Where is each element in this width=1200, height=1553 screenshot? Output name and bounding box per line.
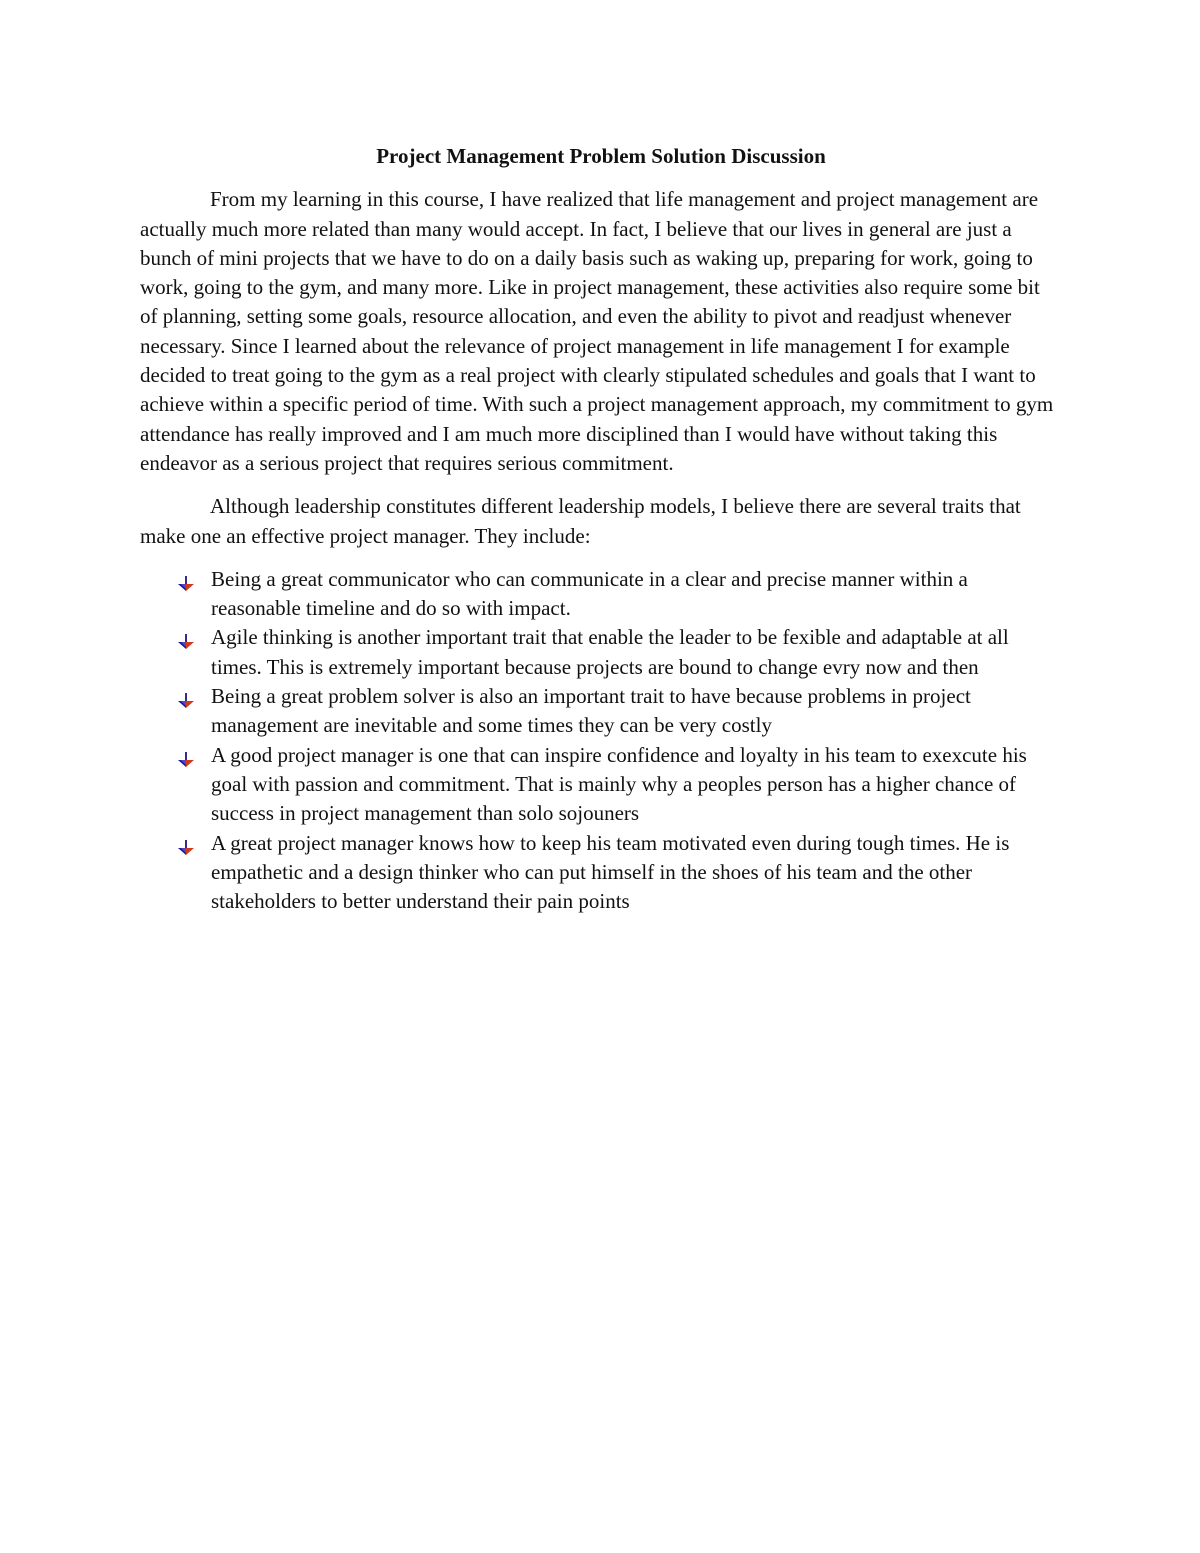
arrow-down-icon [178,835,194,851]
arrow-down-icon [178,629,194,645]
list-item-text: A good project manager is one that can inspire confidence and loyalty in his team to exexcute his goal with passion and commitment. That is mainly why a peoples person has a higher chance of success in project management than solo sojouners [211,742,1027,826]
arrow-down-icon [178,747,194,763]
list-item-text: Being a great communicator who can communicate in a clear and precise manner within a reasonable timeline and do so with impact. [211,566,968,621]
list-item [140,682,1062,741]
list-item [140,623,1062,682]
traits-list [140,565,1062,917]
paragraph-traits-intro: Although leadership constitutes different leadership models, I believe there are several traits that make one an effective project manager. They include: [140,494,1021,548]
list-item-text: Agile thinking is another important trait that enable the leader to be fexible and adaptable at all times. This is extremely important because projects are bound to change evry now and then [211,625,1009,679]
list-item-text: A great project manager knows how to keep his team motivated even during tough times. He is empathetic and a design thinker who can put himself in the shoes of his team and the other stakeholders to better understand their pain points [211,830,1010,914]
document-body [140,142,1062,916]
list-item [140,829,1062,917]
list-item-text: Being a great problem solver is also an important trait to have because problems in project management are inevitable and some times they can be very costly [211,684,971,738]
list-item [140,741,1062,829]
arrow-down-icon [178,571,194,587]
list-item [140,565,1062,624]
arrow-down-icon [178,688,194,704]
page-title: Project Management Problem Solution Discussion [376,144,826,168]
paragraph-intro: From my learning in this course, I have realized that life management and project management are actually much more related than many would accept. In fact, I believe that our lives in general are just a bunch of mini projects that we have to do on a daily basis such as waking up, preparing for work, going to work, going to the gym, and many more. Like in project management, these activities also require some bit of planning, setting some goals, resource allocation, and even the ability to pivot and readjust whenever necessary. Since I learned about the relevance of project management in life management I for example decided to treat going to the gym as a real project with clearly stipulated schedules and goals that I want to achieve within a specific period of time. With such a project management approach, my commitment to gym attendance has really improved and I am much more disciplined than I would have without taking this endeavor as a serious project that requires serious commitment. [140,187,1054,475]
